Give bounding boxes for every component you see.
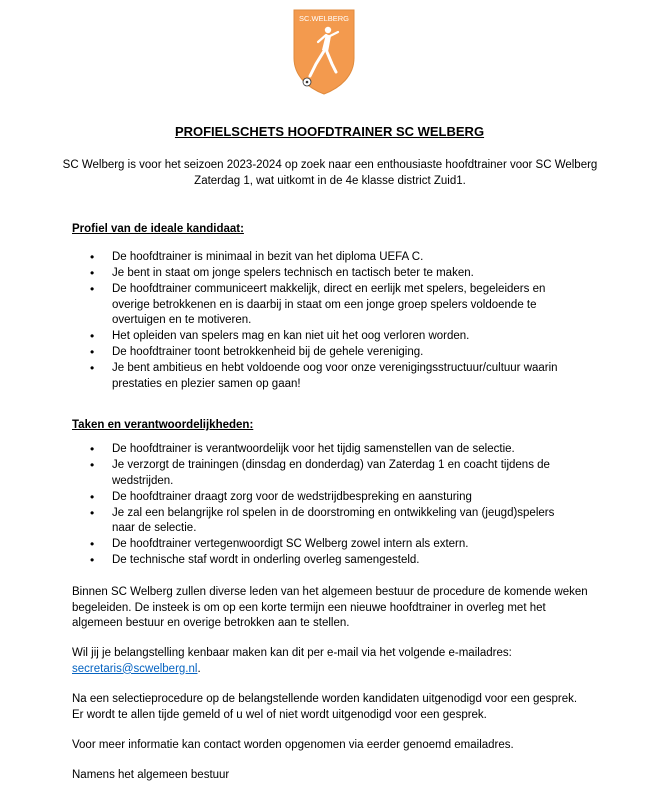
selection-paragraph bbox=[72, 692, 592, 723]
selection-text-2: Er wordt te allen tijde gemeld of u wel of niet wordt uitgenodigd voor een gesprek. bbox=[72, 708, 487, 721]
apply-suffix: . bbox=[197, 662, 201, 675]
list-item: • De hoofdtrainer toont betrokkenheid bij de gehele vereniging. bbox=[72, 345, 572, 361]
intro-text: SC Welberg is voor het seizoen 2023-2024 op zoek naar een enthousiaste hoofdtrainer voor SC Welberg Zaterdag 1, wat uitkomt in de 4e klasse district Zuid1. bbox=[62, 159, 598, 187]
list-item: • Het opleiden van spelers mag en kan niet uit het oog verloren worden. bbox=[72, 329, 572, 345]
list-item: • Je bent ambitieus en hebt voldoende oog voor onze verenigingsstructuur/cultuur waarin prestaties en plezier samen op gaan! bbox=[72, 361, 572, 392]
page-title: PROFIELSCHETS HOOFDTRAINER SC WELBERG bbox=[174, 124, 485, 139]
tasks-heading: Taken en verantwoordelijkheden: bbox=[72, 419, 254, 431]
club-logo bbox=[290, 6, 358, 96]
procedure-text: Binnen SC Welberg zullen diverse leden van het algemeen bestuur de procedure de komende weken begeleiden. De insteek is om op een korte termijn een nieuwe hoofdtrainer in overleg met het algemeen bestuur en overige betrokken aan te stellen. bbox=[72, 586, 588, 629]
email-link[interactable]: secretaris@scwelberg.nl bbox=[72, 662, 198, 675]
profile-list bbox=[72, 250, 572, 393]
list-item: • De hoofdtrainer is verantwoordelijk voor het tijdig samenstellen van de selectie. bbox=[72, 442, 572, 458]
apply-text: Wil jij je belangstelling kenbaar maken kan dit per e-mail via het volgende e-mailadres: bbox=[72, 647, 512, 659]
list-item: • De hoofdtrainer is minimaal in bezit van het diploma UEFA C. bbox=[72, 250, 572, 266]
selection-text-1: Na een selectieprocedure op de belangstellende worden kandidaten uitgenodigd voor een gesprek. bbox=[72, 693, 578, 705]
contact-text: Voor meer informatie kan contact worden opgenomen via eerder genoemd emailadres. bbox=[72, 739, 514, 751]
list-item: • Je bent in staat om jonge spelers technisch en tactisch beter te maken. bbox=[72, 266, 572, 282]
list-item: • De hoofdtrainer communiceert makkelijk, direct en eerlijk met spelers, begeleiders en overige betrokkenen en is daarbij in staat om een jonge groep spelers voldoende te overtuigen en te motiveren. bbox=[72, 282, 572, 329]
apply-paragraph bbox=[72, 646, 592, 677]
closing-text: Namens het algemeen bestuur bbox=[72, 769, 230, 781]
profile-heading: Profiel van de ideale kandidaat: bbox=[72, 223, 244, 235]
ball-icon bbox=[303, 78, 311, 86]
logo-text: SC.WELBERG bbox=[298, 14, 350, 23]
list-item: • Je zal een belangrijke rol spelen in de doorstroming en ontwikkeling van (jeugd)spelers naar de selectie. bbox=[72, 506, 572, 537]
list-item: • De hoofdtrainer vertegenwoordigt SC Welberg zowel intern als extern. bbox=[72, 537, 572, 553]
list-item: • De technische staf wordt in onderling overleg samengesteld. bbox=[72, 553, 572, 569]
list-item: • Je verzorgt de trainingen (dinsdag en donderdag) van Zaterdag 1 en coacht tijdens de wedstrijden. bbox=[72, 458, 572, 489]
list-item: • De hoofdtrainer draagt zorg voor de wedstrijdbespreking en aansturing bbox=[72, 490, 572, 506]
tasks-list bbox=[72, 442, 572, 569]
